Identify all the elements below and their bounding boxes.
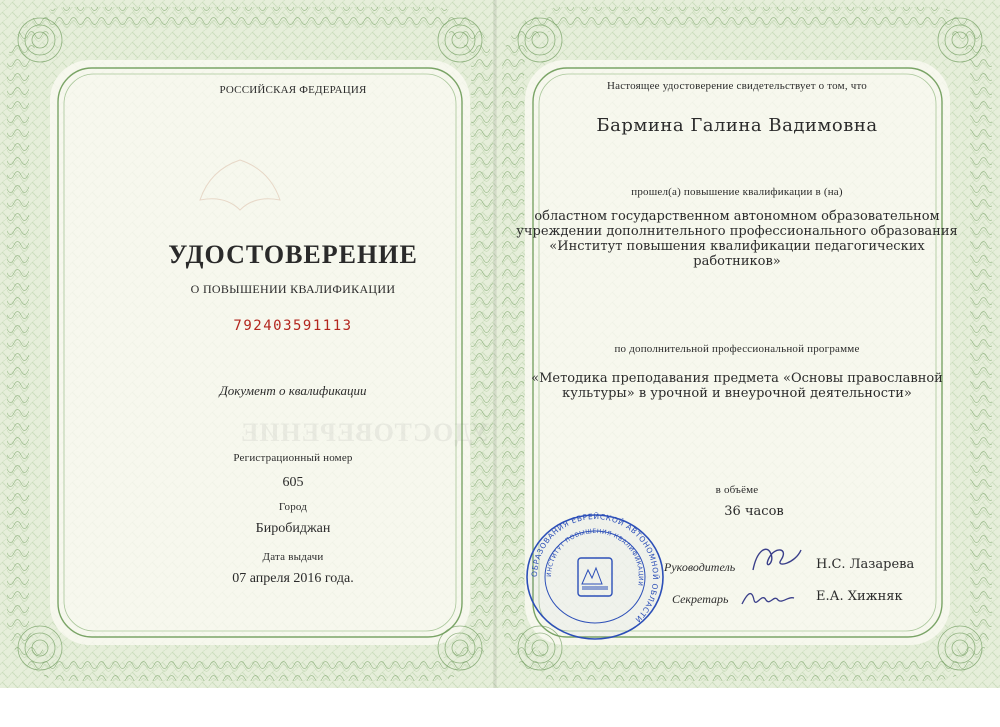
organization-line-3: «Институт повышения квалификации педагогических [549,239,925,254]
program-title [531,371,943,401]
organization-line-2: учреждении дополнительного профессионального образования [516,224,958,239]
page-fold [493,0,497,688]
registration-label: Регистрационный номер [233,452,353,464]
head-name: Н.С. Лазарева [816,557,915,572]
country-label: РОССИЙСКАЯ ФЕДЕРАЦИЯ [219,84,367,96]
city-label: Город [278,501,308,513]
program-label: по дополнительной профессиональной программе [614,343,860,355]
issue-date-label: Дата выдачи [262,551,324,563]
document-subtitle: О ПОВЫШЕНИИ КВАЛИФИКАЦИИ [190,282,396,296]
secretary-label: Секретарь [672,592,729,606]
city-value: Биробиджан [255,521,331,536]
document-type: Документ о квалификации [219,383,367,398]
serial-number: 792403591113 [233,318,353,334]
seal-inner-text: ИНСТИТУТ ПОВЫШЕНИЯ КВАЛИФИКАЦИИ [545,527,645,587]
official-seal [520,512,670,642]
passed-text: прошел(а) повышение квалификации в (на) [631,186,843,198]
organization-line-1: областном государственном автономном образовательном [534,209,940,224]
organization-name [516,209,957,269]
program-line-1: «Методика преподавания предмета «Основы православной [531,371,943,386]
secretary-name: Е.А. Хижняк [816,589,903,604]
registration-number: 605 [282,475,304,490]
secretary-signature [738,582,798,612]
volume-value: 36 часов [724,504,784,519]
seal-outer-text: ОБРАЗОВАНИЯ ЕВРЕЙСКОЙ АВТОНОМНОЙ ОБЛАСТИ [529,512,661,625]
organization-line-4: работников» [693,254,781,269]
intro-text: Настоящее удостоверение свидетельствует о том, что [606,80,868,92]
mirrored-watermark: УДОСТОВЕРЕНИЕ [240,418,490,447]
program-line-2: культуры» в урочной и внеурочной деятельности» [562,386,912,401]
document-title: УДОСТОВЕРЕНИЕ [168,240,418,269]
issue-date: 07 апреля 2016 года. [232,571,354,586]
head-signature [745,540,805,580]
person-name: Бармина Галина Вадимовна [596,115,878,136]
head-label: Руководитель [664,560,736,574]
volume-label: в объёме [715,484,759,496]
